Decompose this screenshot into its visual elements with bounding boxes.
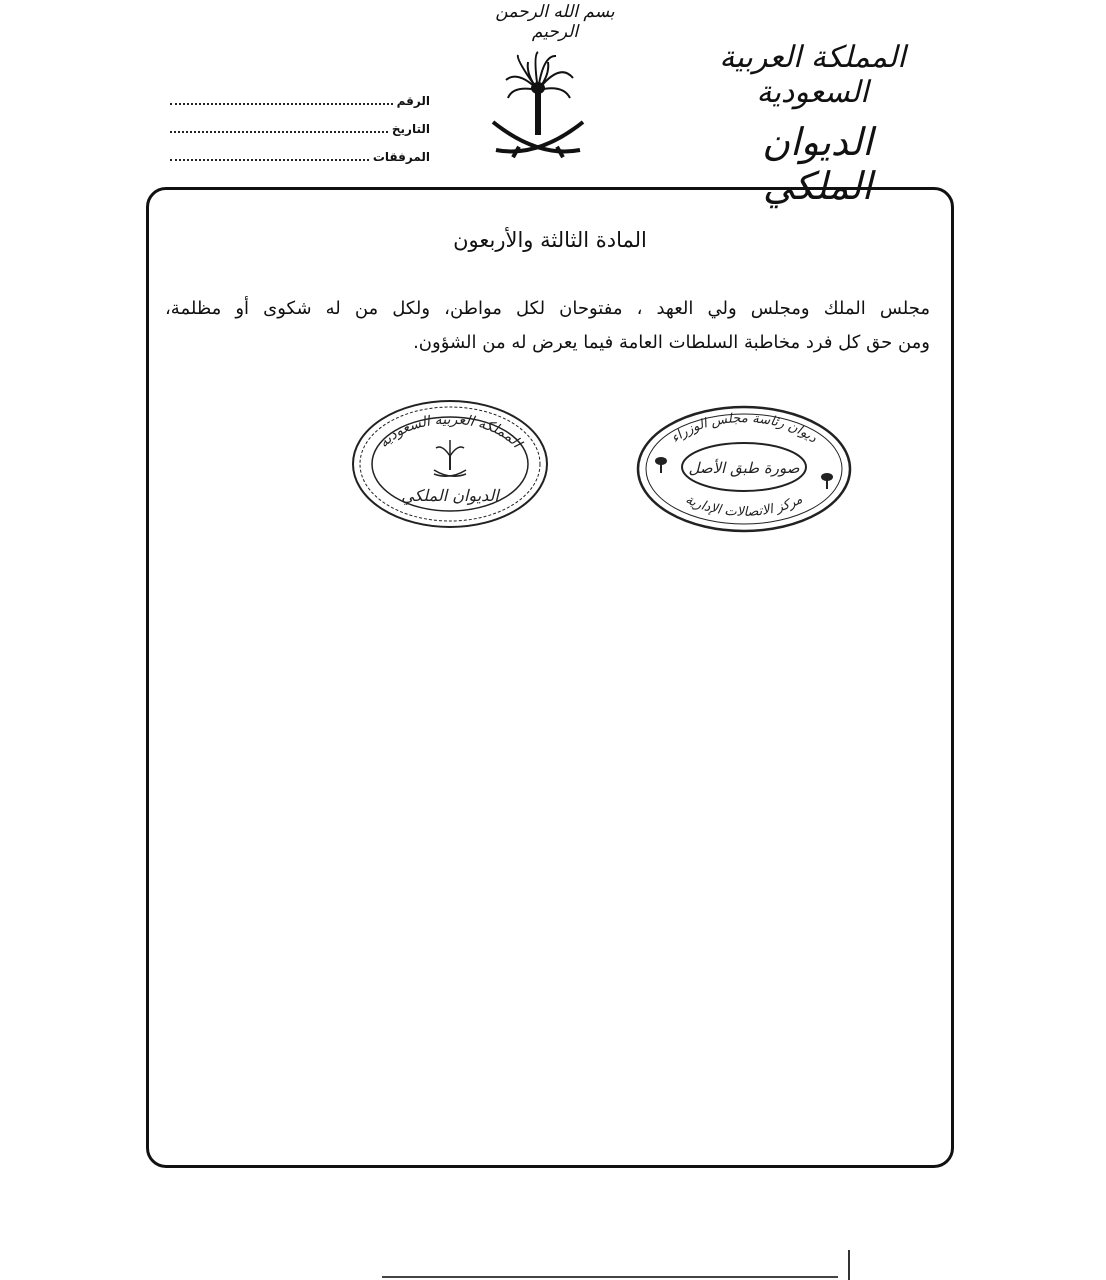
kingdom-name: المملكة العربية السعودية (719, 40, 906, 110)
reference-number-label: الرقم (396, 94, 430, 108)
article-body (165, 292, 930, 360)
date-field (170, 118, 430, 136)
seal-right-top-text: ديوان رئاسة مجلس الوزراء (668, 411, 820, 447)
seal-left-inner-text: الديوان الملكي (401, 486, 499, 505)
reference-number-field (170, 90, 430, 108)
page-edge-mark (848, 1250, 850, 1280)
royal-court-name: الديوان الملكي (762, 120, 873, 208)
saudi-emblem-icon (488, 50, 588, 165)
seal-right-center-text: صورة طبق الأصل (688, 459, 800, 477)
svg-text:مركز الاتصالات الإدارية (683, 492, 805, 520)
article-line-2: ومن حق كل فرد مخاطبة السلطات العامة فيما يعرض له من الشؤون. (413, 332, 930, 353)
seal-right-bottom-text: مركز الاتصالات الإدارية (682, 492, 806, 520)
date-dots (170, 131, 388, 133)
page-bottom-rule (382, 1276, 838, 1278)
attachments-label: المرفقات (372, 150, 430, 164)
article-title: المادة الثالثة والأربعون (453, 228, 647, 252)
basmala: بسم الله الرحمن الرحيم (495, 2, 615, 42)
reference-number-dots (170, 103, 393, 105)
attachments-dots (170, 159, 369, 161)
seal-left-outer-text: المملكة العربية السعودية (375, 411, 525, 451)
royal-court-seal-stamp (350, 398, 550, 530)
council-certification-stamp (635, 403, 853, 535)
attachments-field (170, 146, 430, 164)
article-line-1: مجلس الملك ومجلس ولي العهد ، مفتوحان لكل مواطن، ولكل من له شكوى أو مظلمة، (165, 298, 930, 319)
date-label: التاريخ (391, 122, 430, 136)
